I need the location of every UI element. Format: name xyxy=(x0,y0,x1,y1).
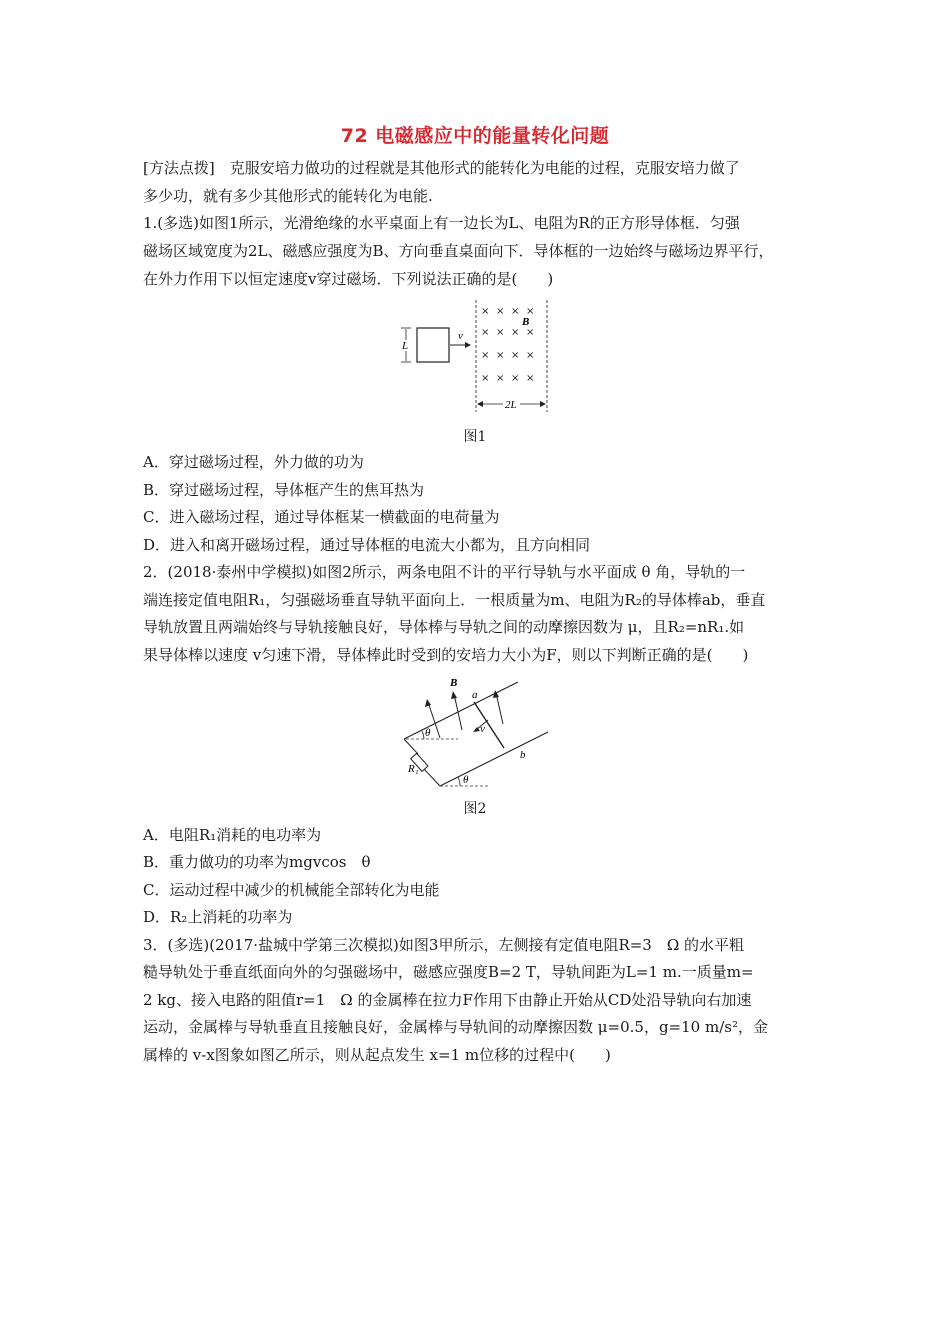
field-cross: × xyxy=(511,350,520,361)
q3-stem-line-2: 糙导轨处于垂直纸面向外的匀强磁场中，磁感应强度B=2 T，导轨间距为L=1 m.一质量m= xyxy=(143,963,754,981)
q2-stem-line-2: 端连接定值电阻R₁，匀强磁场垂直导轨平面向上．一根质量为m、电阻为R₂的导体棒ab，垂直 xyxy=(143,591,766,609)
q3-stem-line-3: 2 kg、接入电路的阻值r=1 Ω 的金属棒在拉力F作用下由静止开始从CD处沿导轨向右加速 xyxy=(143,991,752,1009)
field-cross: × xyxy=(481,350,490,361)
figure-1 xyxy=(395,300,555,415)
figure-2 xyxy=(400,672,560,792)
label-v: v xyxy=(458,330,463,342)
label-2L: 2L xyxy=(505,399,517,411)
figure-1-caption: 图1 xyxy=(463,429,487,445)
q1-stem-line-1: 1.(多选)如图1所示，光滑绝缘的水平桌面上有一边长为L、电阻为R的正方形导体框．匀强 xyxy=(143,214,740,232)
b-field-arrow xyxy=(454,694,462,730)
angle-arc xyxy=(458,777,460,786)
page-title: 72 电磁感应中的能量转化问题 xyxy=(340,125,610,147)
field-cross: × xyxy=(511,373,520,384)
q1-stem-line-2: 磁场区域宽度为2L、磁感应强度为B、方向垂直桌面向下．导体框的一边始终与磁场边界平行， xyxy=(143,242,774,260)
q2-option-c: C．运动过程中减少的机械能全部转化为电能 xyxy=(143,881,440,899)
field-cross: × xyxy=(511,327,520,338)
rail-upper xyxy=(404,682,518,739)
field-cross: × xyxy=(481,373,490,384)
field-cross: × xyxy=(496,350,505,361)
label-L: L xyxy=(402,340,409,352)
label-r1: R₁ xyxy=(408,763,419,775)
label-v: v xyxy=(480,723,485,735)
q1-option-c: C．进入磁场过程，通过导体框某一横截面的电荷量为 xyxy=(143,508,500,526)
label-a: a xyxy=(472,689,478,701)
label-B: B xyxy=(522,316,530,328)
q3-stem-line-4: 运动，金属棒与导轨垂直且接触良好，金属棒与导轨间的动摩擦因数 μ=0.5，g=10 m/s²，金 xyxy=(143,1018,768,1036)
label-b: b xyxy=(520,749,526,761)
q2-stem-line-3: 导轨放置且两端始终与导轨接触良好，导体棒与导轨之间的动摩擦因数为 μ，且R₂=nR₁.如 xyxy=(143,618,745,636)
rail-lower xyxy=(440,732,548,786)
q1-option-d: D．进入和离开磁场过程，通过导体框的电流大小都为，且方向相同 xyxy=(143,536,591,554)
q3-stem-line-1: 3．(多选)(2017·盐城中学第三次模拟)如图3甲所示，左侧接有定值电阻R=3 Ω 的水平粗 xyxy=(143,936,745,954)
square-frame xyxy=(417,328,449,362)
angle-arc xyxy=(422,731,424,739)
field-cross: × xyxy=(481,327,490,338)
q2-stem-line-4: 果导体棒以速度 v匀速下滑，导体棒此时受到的安培力大小为F，则以下判断正确的是( ) xyxy=(143,646,749,664)
q2-option-a: A．电阻R₁消耗的电功率为 xyxy=(143,826,322,844)
field-cross: × xyxy=(511,306,520,317)
figure-2-caption: 图2 xyxy=(463,801,487,817)
q1-option-a: A．穿过磁场过程，外力做的功为 xyxy=(143,453,364,471)
q2-option-d: D．R₂上消耗的功率为 xyxy=(143,908,293,926)
label-theta: θ xyxy=(463,774,469,786)
label-theta: θ xyxy=(425,727,431,739)
label-B: B xyxy=(450,677,458,689)
q1-option-b: B．穿过磁场过程，导体框产生的焦耳热为 xyxy=(143,481,425,499)
field-cross: × xyxy=(526,350,535,361)
field-cross: × xyxy=(526,327,535,338)
field-cross: × xyxy=(496,373,505,384)
q1-stem-line-3: 在外力作用下以恒定速度v穿过磁场．下列说法正确的是( ) xyxy=(143,270,554,288)
field-cross: × xyxy=(481,306,490,317)
b-field-arrow xyxy=(496,693,503,724)
q2-option-b: B．重力做功的功率为mgvcos θ xyxy=(143,853,371,871)
field-cross: × xyxy=(526,306,535,317)
q2-stem-line-1: 2．(2018·泰州中学模拟)如图2所示，两条电阻不计的平行导轨与水平面成 θ 角，导轨的一 xyxy=(143,563,746,581)
field-cross: × xyxy=(496,327,505,338)
field-cross: × xyxy=(496,306,505,317)
field-cross: × xyxy=(526,373,535,384)
q3-stem-line-5: 属棒的 v-x图象如图乙所示，则从起点发生 x=1 m位移的过程中( ) xyxy=(143,1046,611,1064)
method-tip-line-2: 多少功，就有多少其他形式的能转化为电能. xyxy=(143,187,433,205)
method-tip-line-1: [方法点拨] 克服安培力做功的过程就是其他形式的能转化为电能的过程，克服安培力做了 xyxy=(143,159,740,177)
